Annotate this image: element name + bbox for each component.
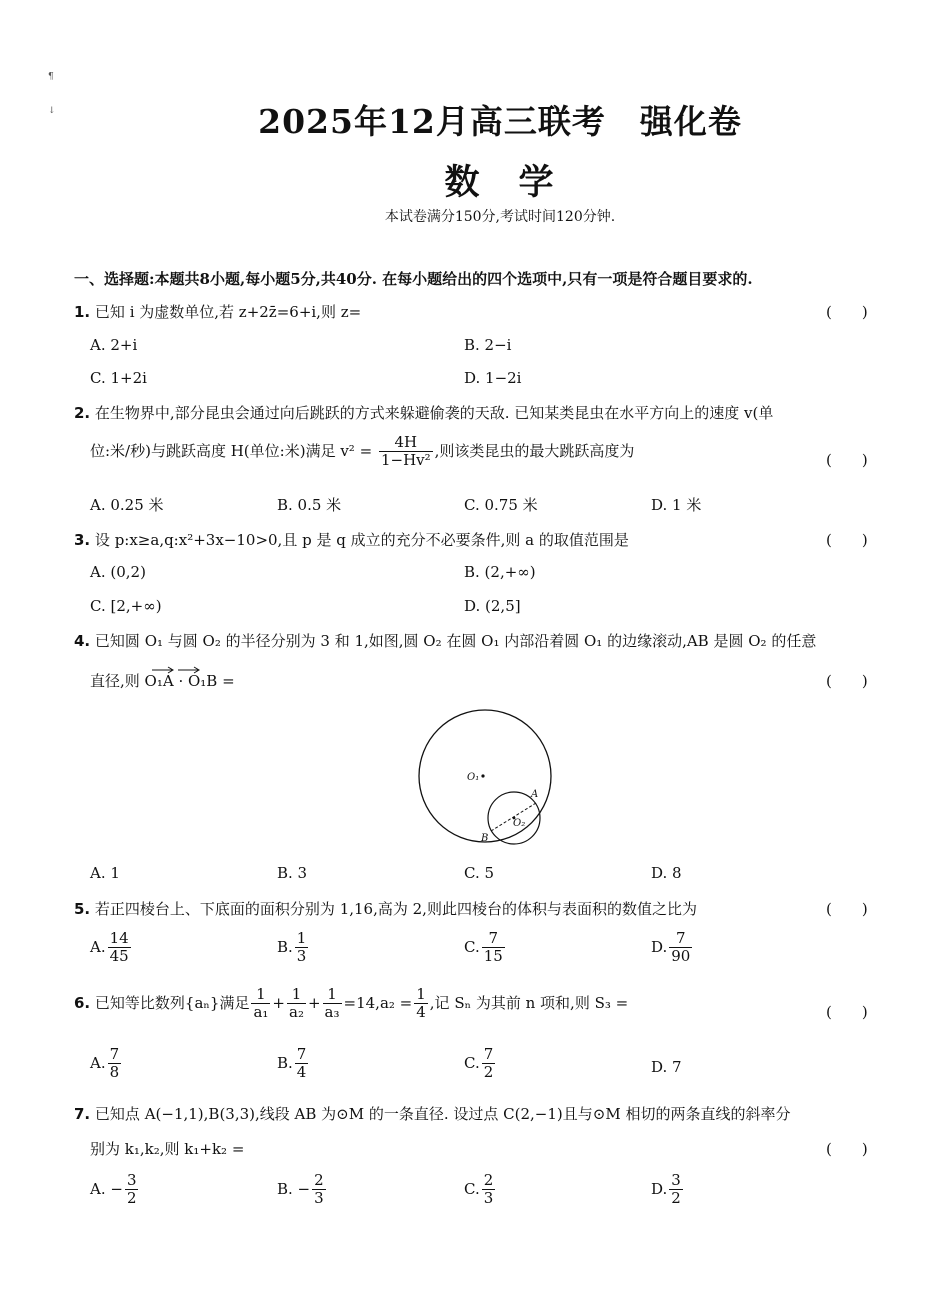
corner-mark-2: ↓ — [48, 106, 56, 116]
option-label: A. — [90, 1053, 106, 1072]
question-stem-line2a: 位:米/秒)与跳跃高度 H(单位:米)满足 v² = — [90, 441, 373, 460]
option-fraction — [482, 1172, 496, 1208]
option-a: A. (0,2) — [90, 563, 146, 581]
fraction-numerator: 7 — [482, 930, 505, 948]
fraction — [251, 986, 270, 1022]
option-b — [277, 1046, 310, 1082]
option-label: B. — [277, 1053, 293, 1072]
answer-bracket: ( ) — [826, 531, 868, 549]
option-label: C. — [464, 937, 480, 956]
label-o2: O₂ — [513, 818, 526, 829]
label-o1: O₁ — [467, 772, 480, 783]
fraction — [287, 986, 306, 1022]
section-heading: 一、选择题:本题共8小题,每小题5分,共40分. 在每小题给出的四个选项中,只有一项是符合题目要求的. — [74, 270, 753, 288]
option-fraction — [312, 1172, 326, 1208]
fraction-denominator: 3 — [483, 1189, 494, 1208]
option-fraction — [482, 1046, 496, 1082]
fraction-numerator: 7 — [669, 930, 692, 948]
circle-figure — [405, 700, 565, 860]
option-d: D. 8 — [651, 864, 682, 882]
option-c: C. 1+2i — [90, 369, 147, 387]
fraction-denominator: 4 — [296, 1063, 307, 1082]
fraction-numerator: 7 — [483, 1045, 494, 1063]
fraction-numerator: 2 — [314, 1171, 324, 1189]
exam-note: 本试卷满分150分,考试时间120分钟. — [384, 209, 616, 225]
question-stem-line1: 在生物界中,部分昆虫会通过向后跳跃的方式来躲避偷袭的天敌. 已知某类昆虫在水平方向上的速度 v(单 — [94, 404, 774, 422]
option-d — [651, 1172, 685, 1208]
question-6: 6. 已知等比数列{aₙ}满足 $\frac{1}{\text{a₁}}$ + $\frac{1}{\text{a₂}}$ + $\frac{1}{\text{a₃}}$ =14,a₂ = $\frac{1}{4}$ ,记 Sₙ 为其前 n 项和,则 S₃ = — [74, 985, 629, 1022]
option-a: A. 2+i — [90, 336, 138, 354]
option-b — [277, 1172, 328, 1208]
fraction-denominator: a₃ — [324, 1003, 340, 1022]
fraction-numerator: 2 — [483, 1171, 494, 1189]
option-label: A. — [90, 937, 106, 956]
question-number: 1. — [74, 303, 91, 321]
question-number: 2. — [74, 404, 91, 422]
option-label: B. − — [277, 1179, 311, 1198]
question-7-line2: 别为 k₁,k₂,则 k₁+k₂ = — [90, 1140, 245, 1158]
option-label: D. — [651, 937, 668, 956]
option-b — [277, 930, 310, 966]
option-d: D. 1 米 — [651, 496, 702, 514]
fraction-numerator: 1 — [251, 986, 270, 1004]
option-fraction — [669, 930, 692, 966]
option-d — [651, 930, 694, 966]
option-b: B. 2−i — [464, 336, 512, 354]
question-stem: 若正四棱台上、下底面的面积分别为 1,16,高为 2,则此四棱台的体积与表面积的数值之比为 — [94, 900, 697, 918]
fraction-denominator: 2 — [671, 1189, 681, 1208]
fraction-numerator: 7 — [109, 1045, 120, 1063]
fraction — [323, 986, 342, 1022]
question-number: 6. — [74, 993, 91, 1012]
fraction-numerator: 1 — [296, 929, 307, 947]
option-b: B. (2,+∞) — [464, 563, 536, 581]
option-label: B. — [277, 937, 293, 956]
option-c: C. 0.75 米 — [464, 496, 538, 514]
fraction-denominator: 2 — [483, 1063, 494, 1082]
option-d: D. (2,5] — [464, 597, 521, 615]
fraction-denominator: 4 — [416, 1003, 426, 1022]
circle-o1 — [419, 710, 551, 842]
option-a: A. 1 — [90, 864, 120, 882]
option-c — [464, 1172, 497, 1208]
fraction-denominator: a₂ — [289, 1003, 304, 1022]
fraction-numerator: 3 — [671, 1171, 681, 1189]
question-number: 7. — [74, 1105, 91, 1123]
fraction-denominator: 90 — [671, 947, 691, 966]
question-stem: 已知 i 为虚数单位,若 z+2z̄=6+i,则 z= — [94, 303, 362, 321]
option-a — [90, 930, 133, 966]
fraction-denominator: 8 — [109, 1063, 120, 1082]
exam-title: 2025年12月高三联考 强化卷 — [258, 102, 742, 141]
question-number: 3. — [74, 531, 91, 549]
option-fraction — [669, 1172, 683, 1208]
option-c: C. 5 — [464, 864, 495, 882]
fraction-denominator: 45 — [109, 947, 129, 966]
corner-mark-1: ¶ — [48, 72, 54, 82]
fraction-denominator: 3 — [314, 1189, 324, 1208]
question-4 — [74, 630, 816, 651]
fraction-denominator: a₁ — [253, 1003, 269, 1022]
question-3 — [74, 529, 629, 550]
question-stem-line1: 已知点 A(−1,1),B(3,3),线段 AB 为⊙M 的一条直径. 设过点 C(2,−1)且与⊙M 相切的两条直线的斜率分 — [94, 1105, 791, 1123]
fraction — [414, 986, 428, 1022]
question-number: 4. — [74, 632, 91, 650]
answer-bracket: ( ) — [826, 1140, 868, 1158]
subject-title: 数 学 — [444, 162, 556, 203]
answer-bracket: ( ) — [826, 303, 868, 321]
option-value: 7 — [672, 1058, 682, 1076]
option-fraction — [108, 930, 131, 966]
option-fraction — [295, 1046, 309, 1082]
fraction-denominator: 2 — [126, 1189, 137, 1208]
point-o1 — [481, 774, 484, 777]
answer-bracket: ( ) — [826, 900, 868, 918]
option-label: D. — [651, 1179, 668, 1198]
question-1 — [74, 301, 361, 322]
fraction-numerator: 7 — [296, 1045, 307, 1063]
question-4-line2: 直径,则 O₁A · O₁B = — [90, 672, 235, 690]
option-d: D. 1−2i — [464, 369, 522, 387]
fraction-numerator: 4H — [379, 434, 433, 452]
fraction-denominator: 15 — [483, 947, 503, 966]
option-a — [90, 1172, 140, 1208]
option-fraction — [125, 1172, 139, 1208]
label-a: A — [531, 789, 539, 800]
option-fraction — [295, 930, 309, 966]
question-stem: 设 p:x≥a,q:x²+3x−10>0,且 p 是 q 成立的充分不必要条件,则 a 的取值范围是 — [94, 531, 629, 549]
question-stem-part1: 已知等比数列{aₙ}满足 — [94, 993, 250, 1012]
question-7 — [74, 1103, 790, 1124]
fraction-numerator: 1 — [287, 986, 306, 1004]
fraction-numerator: 14 — [109, 929, 129, 947]
fraction-numerator: 3 — [126, 1171, 137, 1189]
option-b: B. 0.5 米 — [277, 496, 342, 514]
fraction-numerator: 1 — [416, 985, 426, 1003]
option-fraction — [108, 1046, 122, 1082]
option-b: B. 3 — [277, 864, 308, 882]
question-stem-part3: ,记 Sₙ 为其前 n 项和,则 S₃ = — [429, 993, 629, 1012]
option-c — [464, 1046, 497, 1082]
question-stem-part2: =14,a₂ = — [343, 993, 413, 1012]
option-a: A. 0.25 米 — [90, 496, 164, 514]
answer-bracket: ( ) — [826, 451, 868, 469]
fraction-denominator: 1−Hv² — [380, 451, 431, 470]
question-2-line2 — [90, 434, 634, 470]
fraction-numerator: 1 — [323, 986, 342, 1004]
question-stem-line2b: ,则该类昆虫的最大跳跃高度为 — [434, 441, 635, 460]
label-b: B — [481, 833, 489, 844]
option-fraction — [482, 930, 505, 966]
question-stem-line1: 已知圆 O₁ 与圆 O₂ 的半径分别为 3 和 1,如图,圆 O₂ 在圆 O₁ 内部沿着圆 O₁ 的边缘滚动,AB 是圆 O₂ 的任意 — [94, 632, 817, 650]
option-a — [90, 1046, 123, 1082]
option-c — [464, 930, 507, 966]
question-number: 5. — [74, 900, 91, 918]
vector-arrows — [150, 664, 200, 676]
fraction — [379, 434, 433, 470]
answer-bracket: ( ) — [826, 672, 868, 690]
option-label: D. — [651, 1058, 668, 1076]
option-label: C. — [464, 1053, 480, 1072]
answer-bracket: ( ) — [826, 1003, 868, 1021]
option-c: C. [2,+∞) — [90, 597, 162, 615]
question-2 — [74, 402, 773, 423]
question-5 — [74, 898, 697, 919]
option-label: A. − — [90, 1179, 123, 1198]
option-label: C. — [464, 1179, 480, 1198]
fraction-denominator: 3 — [296, 947, 307, 966]
option-d — [651, 1058, 682, 1076]
